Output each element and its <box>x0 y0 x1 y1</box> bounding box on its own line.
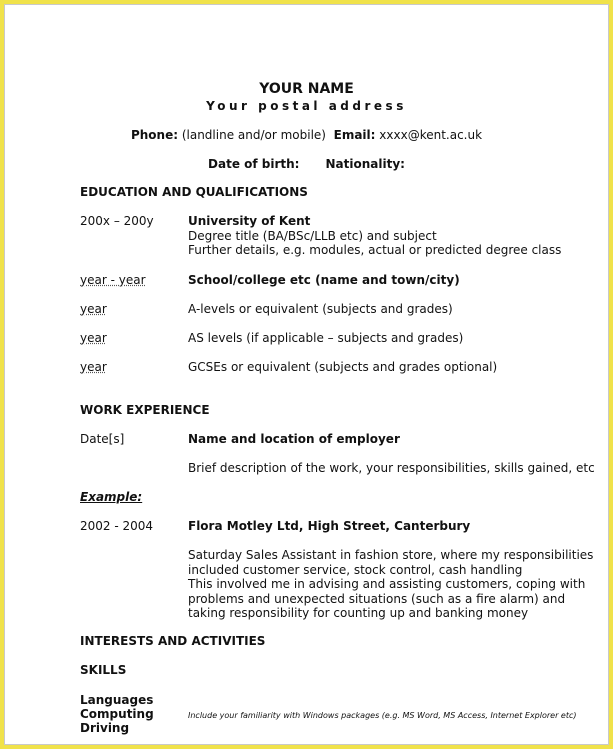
skills-heading: SKILLS <box>80 663 127 677</box>
dob-label: Date of birth: <box>208 157 300 171</box>
institution-title: University of Kent <box>188 214 311 228</box>
computing-note: Include your familiarity with Windows packages (e.g. MS Word, MS Access, Internet Explorer etc) <box>188 711 577 720</box>
education-date: year <box>80 360 107 374</box>
education-date: year - year <box>80 273 146 287</box>
example-line: Saturday Sales Assistant in fashion store, where my responsibilities <box>188 548 594 562</box>
contact-line <box>0 128 613 142</box>
education-detail-line: Further details, e.g. modules, actual or predicted degree class <box>188 243 562 258</box>
education-date: year <box>80 302 107 316</box>
dob-line <box>0 157 613 171</box>
phone-value: (landline and/or mobile) <box>181 128 326 142</box>
interests-heading: INTERESTS AND ACTIVITIES <box>80 634 266 648</box>
example-label: Example: <box>80 490 143 504</box>
qualification-text: GCSEs or equivalent (subjects and grades optional) <box>188 360 498 374</box>
example-description <box>188 548 593 621</box>
postal-address: Your postal address <box>206 99 407 113</box>
cv-name: YOUR NAME <box>259 81 354 97</box>
skill-item: Computing <box>80 707 154 721</box>
skill-item: Driving <box>80 721 130 735</box>
email-value: xxxx@kent.ac.uk <box>379 128 483 142</box>
example-line: This involved me in advising and assisting customers, coping with <box>188 577 586 592</box>
phone-label: Phone: <box>130 128 178 142</box>
example-date: 2002 - 2004 <box>80 519 154 533</box>
qualification-text: AS levels (if applicable – subjects and grades) <box>188 331 464 345</box>
skill-item: Languages <box>80 693 154 707</box>
work-description: Brief description of the work, your responsibilities, skills gained, etc <box>188 461 595 475</box>
employer-title: Name and location of employer <box>188 432 400 446</box>
education-date: 200x – 200y <box>80 214 154 228</box>
institution-title: School/college etc (name and town/city) <box>188 273 460 287</box>
work-heading: WORK EXPERIENCE <box>80 403 210 417</box>
example-line: taking responsibility for counting up and banking money <box>188 606 529 621</box>
email-label: Email: <box>333 128 376 142</box>
work-date: Date[s] <box>80 432 125 446</box>
education-heading: EDUCATION AND QUALIFICATIONS <box>80 185 308 199</box>
example-line: problems and unexpected situations (such as a fire alarm) and <box>188 591 566 606</box>
nationality-label: Nationality: <box>325 157 405 171</box>
education-date: year <box>80 331 107 345</box>
education-detail-line: Degree title (BA/BSc/LLB etc) and subject <box>188 228 437 243</box>
skills-list <box>80 693 154 735</box>
qualification-text: A-levels or equivalent (subjects and grades) <box>188 302 453 316</box>
education-entry <box>188 214 561 258</box>
example-employer: Flora Motley Ltd, High Street, Canterbury <box>188 519 471 533</box>
example-line: included customer service, stock control, cash handling <box>188 562 523 577</box>
